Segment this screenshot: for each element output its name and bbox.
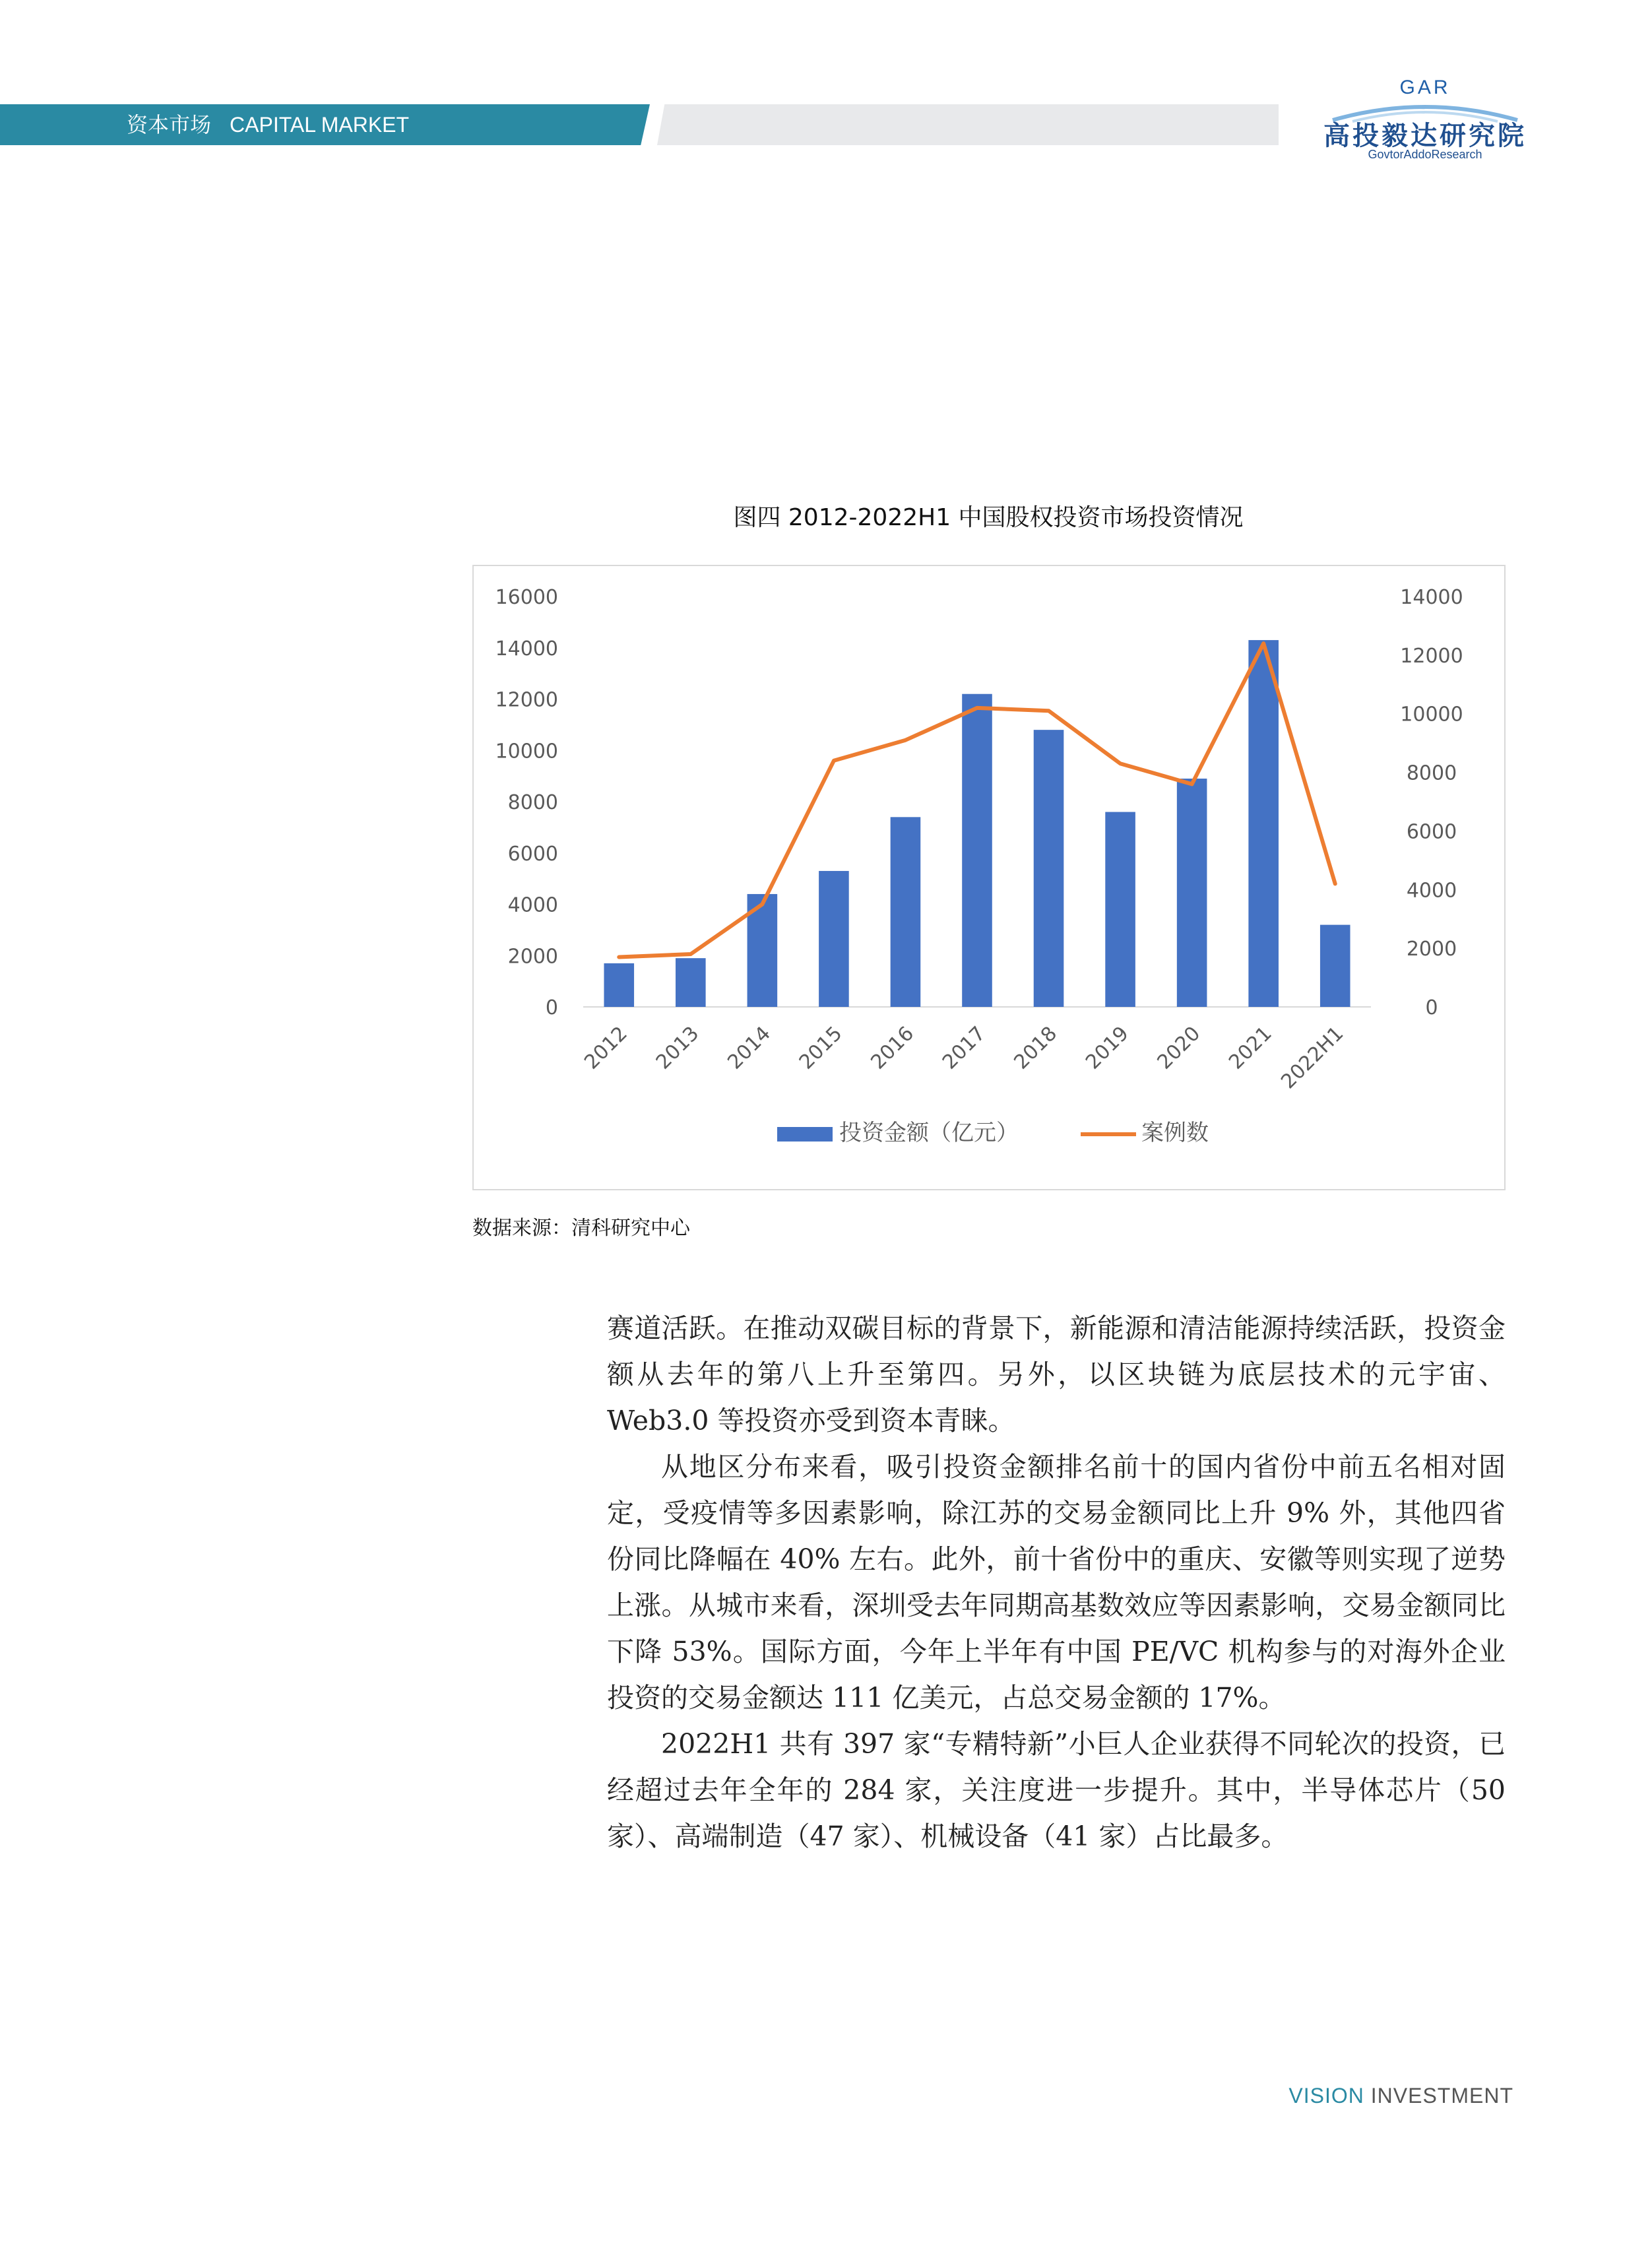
- y-right-tick-label: 14000: [1400, 586, 1463, 609]
- bar: [891, 817, 921, 1007]
- y-left-tick-label: 14000: [495, 637, 558, 660]
- bar: [819, 871, 849, 1007]
- bar: [1177, 779, 1207, 1007]
- x-tick-label: 2020: [1153, 1021, 1205, 1074]
- y-right-tick-label: 4000: [1406, 879, 1457, 903]
- y-right-tick-label: 0: [1425, 996, 1438, 1019]
- y-right-tick-label: 8000: [1406, 761, 1457, 785]
- bar: [1320, 925, 1350, 1007]
- chart: [474, 566, 1504, 1189]
- y-left-tick-label: 16000: [495, 586, 558, 609]
- legend-label-line: 案例数: [1141, 1120, 1209, 1146]
- y-left-tick-label: 2000: [507, 945, 558, 969]
- logo-name: 高投毅达研究院: [1323, 121, 1527, 151]
- bar: [1248, 640, 1279, 1007]
- logo-subtitle: GovtorAddoResearch: [1368, 148, 1482, 161]
- bar: [1034, 730, 1064, 1007]
- legend-label-bar: 投资金额（亿元）: [839, 1120, 1019, 1146]
- section-label: [127, 111, 409, 139]
- bar: [1105, 812, 1135, 1007]
- footer-brand: [1288, 2084, 1513, 2108]
- x-tick-label: 2022H1: [1277, 1021, 1349, 1094]
- bar: [676, 958, 706, 1007]
- x-tick-label: 2016: [866, 1021, 919, 1074]
- x-tick-label: 2018: [1009, 1021, 1062, 1074]
- x-tick-label: 2013: [651, 1021, 704, 1074]
- x-tick-label: 2017: [937, 1021, 990, 1074]
- x-tick-label: 2015: [794, 1021, 847, 1074]
- section-label-en: CAPITAL MARKET: [230, 113, 410, 137]
- paragraph: 2022H1 共有 397 家“专精特新”小巨人企业获得不同轮次的投资，已经超过去年全年的 284 家，关注度进一步提升。其中，半导体芯片（50 家）、高端制造（47 家）、机械设备（41 家）占比最多。: [607, 1728, 1506, 1852]
- y-left-tick-label: 10000: [495, 740, 558, 763]
- y-left-tick-label: 4000: [507, 893, 558, 917]
- chart-frame: [472, 565, 1506, 1190]
- y-right-tick-label: 2000: [1406, 938, 1457, 961]
- y-right-tick-label: 6000: [1406, 820, 1457, 844]
- y-left-tick-label: 12000: [495, 688, 558, 712]
- logo-acronym: GAR: [1399, 77, 1451, 98]
- x-tick-label: 2021: [1224, 1021, 1277, 1074]
- section-label-cn: 资本市场: [127, 113, 212, 137]
- x-tick-label: 2012: [580, 1021, 632, 1074]
- bar: [604, 963, 634, 1007]
- y-right-tick-label: 10000: [1400, 703, 1463, 726]
- chart-source: 数据来源：清科研究中心: [472, 1217, 690, 1240]
- footer-investment: INVESTMENT: [1370, 2084, 1513, 2107]
- y-left-tick-label: 0: [545, 996, 558, 1019]
- header-band-light: [657, 104, 1279, 145]
- paragraph: 从地区分布来看，吸引投资金额排名前十的国内省份中前五名相对固定，受疫情等多因素影响，除江苏的交易金额同比上升 9% 外，其他四省份同比降幅在 40% 左右。此外，前十省份中的重庆、安徽等则实现了逆势上涨。从城市来看，深圳受去年同期高基数效应等因素影响，交易金额同比下降 53%。国际方面，今年上半年有中国 PE/VC 机构参与的对海外企业投资的交易金额达 111 亿美元，占总交易金额的 17%。: [607, 1451, 1506, 1714]
- body-text: [607, 1305, 1506, 1859]
- bar: [962, 694, 992, 1007]
- y-right-tick-label: 12000: [1400, 644, 1463, 668]
- paragraph: 赛道活跃。在推动双碳目标的背景下，新能源和清洁能源持续活跃，投资金额从去年的第八上升至第四。另外，以区块链为底层技术的元宇宙、Web3.0 等投资亦受到资本青睐。: [607, 1312, 1506, 1436]
- chart-title: 图四 2012-2022H1 中国股权投资市场投资情况: [733, 504, 1244, 531]
- gar-logo: [1313, 74, 1537, 166]
- y-left-tick-label: 8000: [507, 791, 558, 814]
- x-tick-label: 2019: [1081, 1021, 1133, 1074]
- x-tick-label: 2014: [723, 1021, 776, 1074]
- y-left-tick-label: 6000: [507, 842, 558, 866]
- footer-vision: VISION: [1288, 2084, 1364, 2107]
- legend-swatch-bar: [777, 1127, 833, 1142]
